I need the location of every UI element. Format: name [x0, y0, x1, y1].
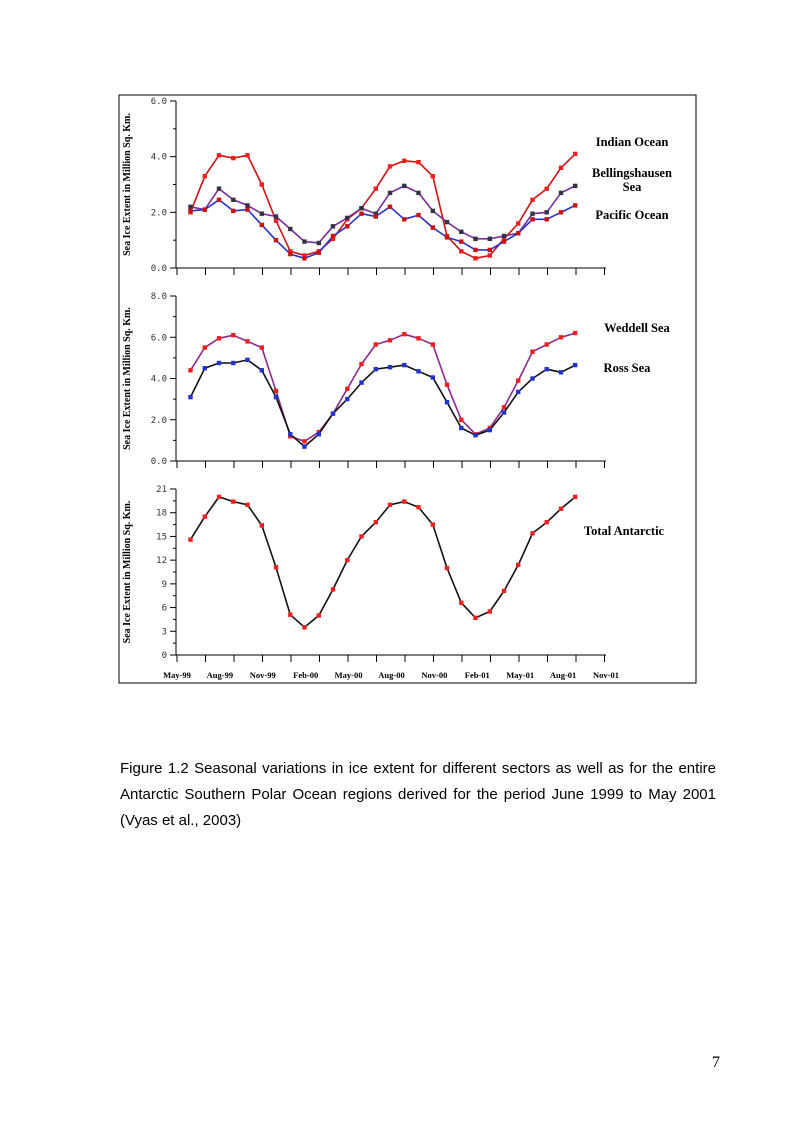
data-point	[573, 152, 577, 156]
data-point	[402, 217, 406, 221]
data-point	[345, 397, 349, 401]
series-weddell-sea	[188, 331, 577, 444]
data-point	[445, 400, 449, 404]
data-point	[302, 439, 306, 443]
data-point	[274, 219, 278, 223]
data-point	[217, 198, 221, 202]
y-tick-label: 18	[156, 508, 167, 519]
y-tick-label: 12	[156, 556, 167, 567]
data-point	[545, 367, 549, 371]
data-point	[573, 184, 577, 188]
y-tick-label: 3	[161, 627, 167, 638]
data-point	[445, 235, 449, 239]
data-point	[388, 205, 392, 209]
data-point	[459, 426, 463, 430]
data-point	[416, 336, 420, 340]
x-tick-label: Aug-00	[378, 670, 405, 680]
data-point	[260, 345, 264, 349]
data-point	[431, 174, 435, 178]
data-point	[274, 214, 278, 218]
data-point	[245, 203, 249, 207]
data-point	[502, 239, 506, 243]
x-tick-label: Nov-01	[593, 670, 619, 680]
data-point	[388, 338, 392, 342]
legend-label: Bellingshausen	[592, 166, 672, 180]
data-point	[388, 503, 392, 507]
data-point	[459, 601, 463, 605]
data-point	[516, 231, 520, 235]
data-point	[488, 237, 492, 241]
data-point	[302, 239, 306, 243]
data-point	[402, 159, 406, 163]
data-point	[188, 209, 192, 213]
series-total-antarctic	[188, 495, 577, 630]
y-tick-label: 15	[156, 532, 167, 543]
data-point	[416, 160, 420, 164]
data-point	[231, 156, 235, 160]
data-point	[274, 389, 278, 393]
data-point	[445, 220, 449, 224]
data-point	[260, 212, 264, 216]
data-point	[502, 410, 506, 414]
data-point	[416, 213, 420, 217]
y-tick-label: 6	[161, 603, 167, 614]
data-point	[302, 256, 306, 260]
data-point	[203, 515, 207, 519]
data-point	[374, 367, 378, 371]
data-point	[573, 495, 577, 499]
data-point	[260, 523, 264, 527]
y-tick-label: 4.0	[150, 374, 167, 385]
data-point	[530, 198, 534, 202]
data-point	[459, 249, 463, 253]
y-tick-label: 2.0	[150, 415, 167, 426]
data-point	[545, 187, 549, 191]
data-point	[245, 503, 249, 507]
y-tick-label: 6.0	[150, 97, 167, 107]
data-point	[245, 153, 249, 157]
data-point	[545, 520, 549, 524]
data-point	[530, 217, 534, 221]
data-point	[431, 225, 435, 229]
data-point	[217, 187, 221, 191]
data-point	[388, 164, 392, 168]
series-bellingshausen-sea	[188, 184, 577, 246]
data-point	[359, 206, 363, 210]
data-point	[302, 625, 306, 629]
data-point	[431, 522, 435, 526]
data-point	[245, 339, 249, 343]
data-point	[203, 207, 207, 211]
data-point	[359, 380, 363, 384]
y-tick-label: 0.0	[150, 457, 167, 467]
x-tick-label: Feb-00	[293, 670, 319, 680]
data-point	[459, 239, 463, 243]
figure-caption: Figure 1.2 Seasonal variations in ice extent for different sectors as well as for the entire Antarctic Southern Polar Ocean regions derived for the period June 1999 to May 2001 (Vyas et al., 2003)	[120, 760, 716, 829]
data-point	[573, 363, 577, 367]
data-point	[473, 237, 477, 241]
data-point	[530, 212, 534, 216]
data-point	[188, 205, 192, 209]
legend-label: Pacific Ocean	[595, 208, 669, 222]
data-point	[545, 217, 549, 221]
data-point	[559, 507, 563, 511]
data-point	[288, 252, 292, 256]
data-point	[188, 368, 192, 372]
data-point	[416, 191, 420, 195]
data-point	[559, 335, 563, 339]
data-point	[559, 166, 563, 170]
x-tick-label: May-99	[163, 670, 191, 680]
data-point	[217, 495, 221, 499]
data-point	[345, 558, 349, 562]
data-point	[231, 333, 235, 337]
legend-label: Sea	[622, 180, 642, 194]
data-point	[231, 361, 235, 365]
data-point	[374, 520, 378, 524]
legend-label: Ross Sea	[603, 361, 651, 375]
data-point	[388, 365, 392, 369]
data-point	[231, 198, 235, 202]
data-point	[445, 383, 449, 387]
data-point	[530, 350, 534, 354]
data-point	[317, 241, 321, 245]
legend-label: Weddell Sea	[604, 321, 670, 335]
data-point	[488, 609, 492, 613]
data-point	[217, 361, 221, 365]
data-point	[317, 432, 321, 436]
data-point	[331, 234, 335, 238]
data-point	[516, 221, 520, 225]
data-point	[345, 387, 349, 391]
y-tick-label: 4.0	[150, 152, 167, 163]
data-point	[302, 444, 306, 448]
data-point	[231, 499, 235, 503]
data-point	[545, 210, 549, 214]
data-point	[203, 366, 207, 370]
data-point	[374, 214, 378, 218]
data-point	[260, 182, 264, 186]
data-point	[488, 248, 492, 252]
data-point	[473, 256, 477, 260]
y-tick-label: 0	[161, 651, 167, 661]
series-ross-sea	[188, 358, 577, 449]
y-axis-label: Sea Ice Extent in Million Sq. Km.	[122, 307, 133, 450]
data-point	[245, 358, 249, 362]
data-point	[431, 342, 435, 346]
legend-label: Total Antarctic	[583, 524, 665, 538]
data-point	[573, 203, 577, 207]
x-tick-label: May-00	[334, 670, 363, 680]
data-point	[431, 375, 435, 379]
data-point	[559, 370, 563, 374]
data-point	[402, 499, 406, 503]
figure-frame	[119, 95, 696, 683]
data-point	[516, 378, 520, 382]
data-point	[359, 362, 363, 366]
data-point	[288, 227, 292, 231]
x-tick-label: Aug-01	[549, 670, 577, 680]
y-tick-label: 0.0	[150, 264, 167, 274]
data-point	[274, 565, 278, 569]
x-tick-label: Nov-99	[249, 670, 276, 680]
data-point	[231, 209, 235, 213]
data-point	[345, 216, 349, 220]
y-tick-label: 2.0	[150, 208, 167, 219]
data-point	[217, 153, 221, 157]
data-point	[559, 191, 563, 195]
panel-sector-ice-extent-1	[122, 97, 672, 275]
data-point	[288, 432, 292, 436]
data-point	[188, 537, 192, 541]
data-point	[260, 223, 264, 227]
data-point	[488, 253, 492, 257]
data-point	[331, 224, 335, 228]
x-tick-label: May-01	[506, 670, 535, 680]
data-point	[245, 207, 249, 211]
y-axis-label: Sea Ice Extent in Million Sq. Km.	[122, 113, 133, 256]
data-point	[545, 342, 549, 346]
data-point	[260, 368, 264, 372]
data-point	[331, 587, 335, 591]
series-line	[191, 333, 576, 441]
data-point	[473, 248, 477, 252]
data-point	[402, 184, 406, 188]
data-point	[288, 613, 292, 617]
data-point	[416, 505, 420, 509]
y-tick-label: 9	[161, 579, 167, 590]
data-point	[402, 332, 406, 336]
data-point	[516, 390, 520, 394]
data-point	[431, 209, 435, 213]
data-point	[516, 563, 520, 567]
legend-label: Indian Ocean	[595, 135, 669, 149]
data-point	[488, 428, 492, 432]
data-point	[203, 345, 207, 349]
data-point	[473, 616, 477, 620]
y-axis-label: Sea Ice Extent in Million Sq. Km.	[122, 500, 133, 644]
data-point	[502, 589, 506, 593]
data-point	[345, 224, 349, 228]
data-point	[559, 210, 563, 214]
data-point	[445, 566, 449, 570]
data-point	[573, 331, 577, 335]
panel-total-antarctic	[122, 485, 665, 680]
data-point	[374, 187, 378, 191]
data-point	[203, 174, 207, 178]
data-point	[530, 531, 534, 535]
x-tick-label: Feb-01	[464, 670, 490, 680]
series-line	[191, 360, 576, 447]
data-point	[402, 363, 406, 367]
y-tick-label: 8.0	[150, 292, 167, 302]
data-point	[359, 212, 363, 216]
panel-sector-ice-extent-2	[122, 292, 671, 468]
data-point	[359, 534, 363, 538]
data-point	[416, 369, 420, 373]
data-point	[473, 433, 477, 437]
data-point	[317, 613, 321, 617]
data-point	[374, 342, 378, 346]
data-point	[274, 238, 278, 242]
data-point	[502, 234, 506, 238]
data-point	[459, 418, 463, 422]
data-point	[274, 395, 278, 399]
x-tick-label: Nov-00	[421, 670, 448, 680]
data-point	[217, 336, 221, 340]
data-point	[331, 411, 335, 415]
data-point	[188, 395, 192, 399]
series-line	[191, 497, 576, 627]
data-point	[459, 230, 463, 234]
page-number: 7	[712, 1054, 720, 1071]
y-tick-label: 6.0	[150, 333, 167, 344]
data-point	[388, 191, 392, 195]
data-point	[317, 251, 321, 255]
x-tick-label: Aug-99	[206, 670, 234, 680]
y-tick-label: 21	[156, 485, 167, 495]
data-point	[530, 376, 534, 380]
